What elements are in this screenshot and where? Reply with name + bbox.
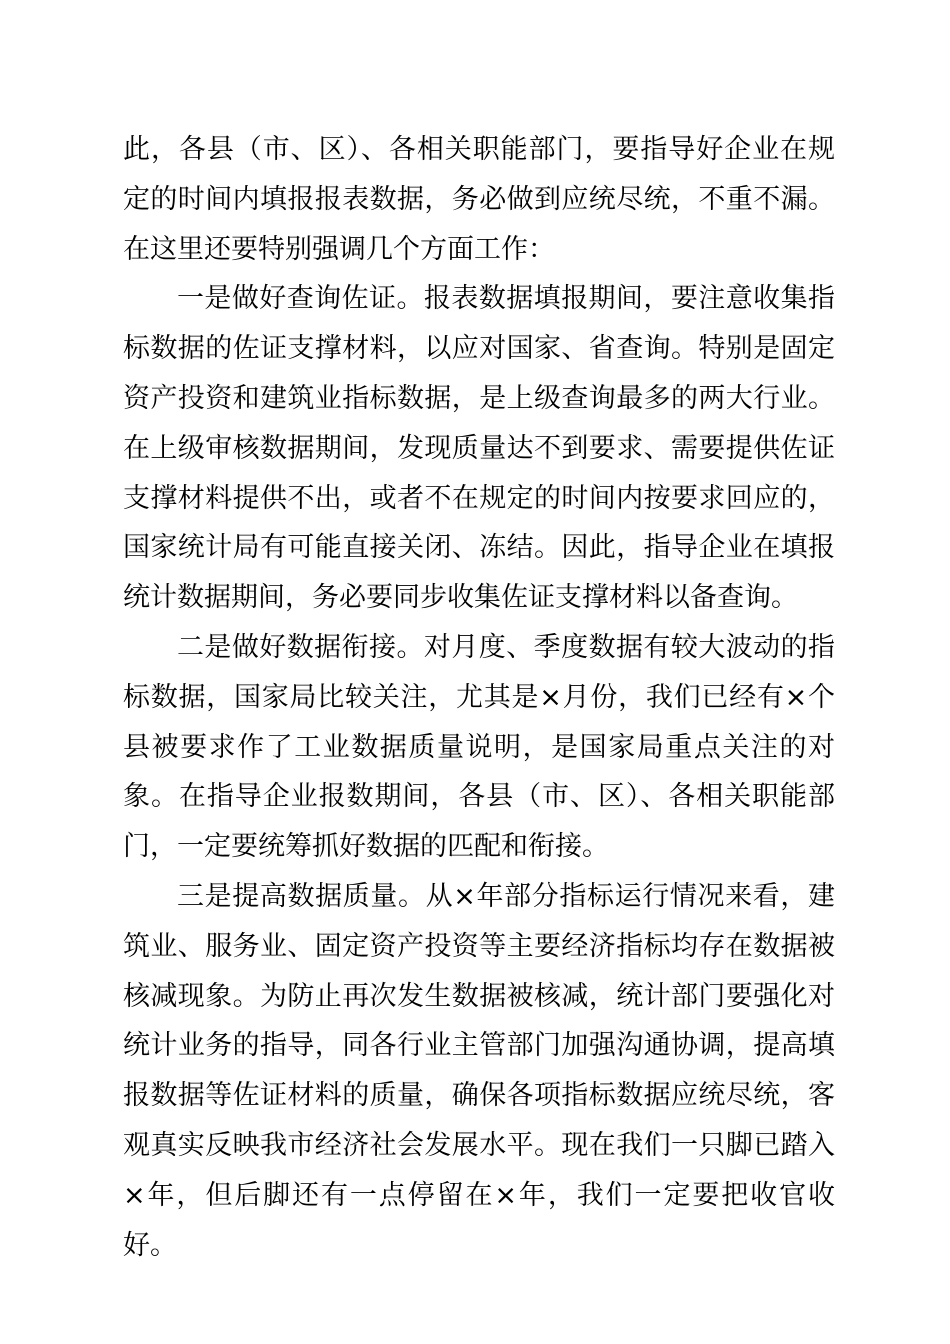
paragraph-continuation: 此，各县（市、区）、各相关职能部门，要指导好企业在规定的时间内填报报表数据，务必做到应统尽统，不重不漏。在这里还要特别强调几个方面工作： [123,134,835,265]
body-text [123,125,835,1270]
paragraph-point-2-data-connection: 二是做好数据衔接。对月度、季度数据有较大波动的指标数据，国家局比较关注，尤其是×月份，我们已经有×个县被要求作了工业数据质量说明，是国家局重点关注的对象。在指导企业报数期间，各县（市、区）、各相关职能部门，一定要统筹抓好数据的匹配和衔接。 [123,631,835,863]
paragraph-point-3-data-quality: 三是提高数据质量。从×年部分指标运行情况来看，建筑业、服务业、固定资产投资等主要经济指标均存在数据被核减现象。为防止再次发生数据被核减，统计部门要强化对统计业务的指导，同各行业主管部门加强沟通协调，提高填报数据等佐证材料的质量，确保各项指标数据应统尽统，客观真实反映我市经济社会发展水平。现在我们一只脚已踏入×年，但后脚还有一点停留在×年，我们一定要把收官收好。 [123,880,835,1261]
paragraph-point-1-query-evidence: 一是做好查询佐证。报表数据填报期间，要注意收集指标数据的佐证支撑材料，以应对国家、省查询。特别是固定资产投资和建筑业指标数据，是上级查询最多的两大行业。在上级审核数据期间，发现质量达不到要求、需要提供佐证支撑材料提供不出，或者不在规定的时间内按要求回应的，国家统计局有可能直接关闭、冻结。因此，指导企业在填报统计数据期间，务必要同步收集佐证支撑材料以备查询。 [123,283,835,614]
